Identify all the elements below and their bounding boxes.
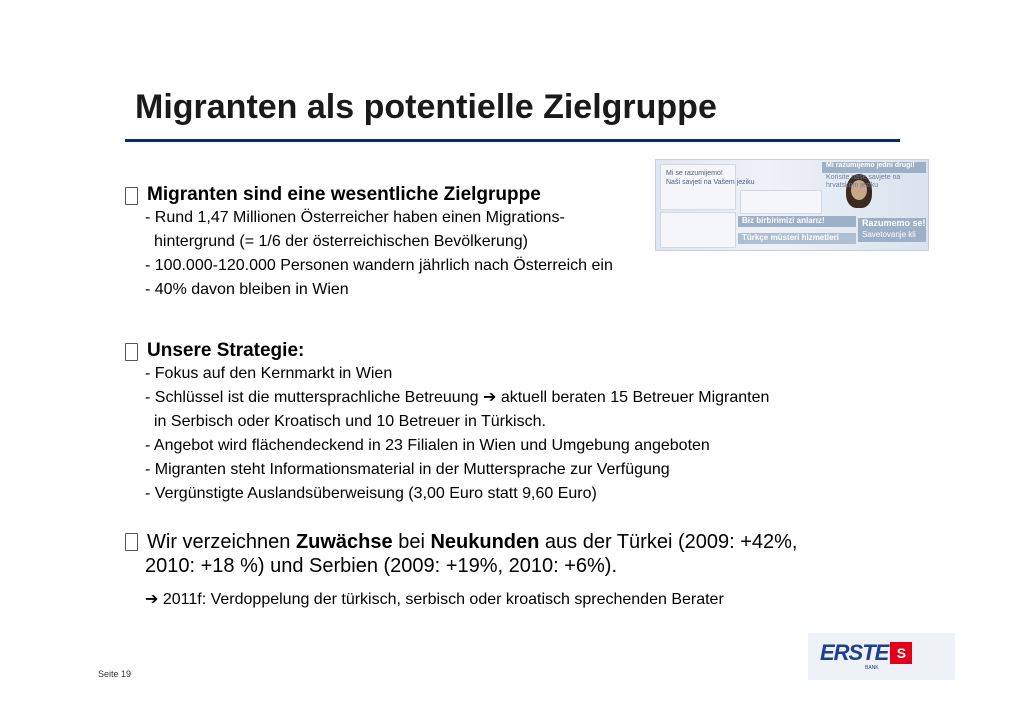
logo-subtext: BANK bbox=[865, 665, 879, 671]
title-divider bbox=[125, 139, 900, 142]
collage-text: Mi se razumijemo! bbox=[666, 170, 723, 177]
list-item: - 100.000-120.000 Personen wandern jährlich nach Österreich ein bbox=[145, 257, 613, 274]
section-growth bbox=[125, 530, 797, 612]
arrow-right-icon: ➔ bbox=[145, 591, 159, 608]
section-strategy bbox=[125, 340, 769, 506]
growth-text-part: Wir verzeichnen bbox=[147, 531, 296, 553]
logo-wordmark: ERSTE bbox=[820, 640, 889, 665]
growth-bold-text: Zuwächse bbox=[295, 531, 393, 553]
list-item: - Fokus auf den Kernmarkt in Wien bbox=[145, 365, 393, 382]
page-number: Seite 19 bbox=[98, 669, 132, 679]
growth-text-part: aus der Türkei (2009: +42%, bbox=[539, 531, 798, 553]
growth-text-line: 2010: +18 %) und Serbien (2009: +19%, 2010: +6%). bbox=[145, 555, 618, 577]
list-item: - Migranten steht Informationsmaterial in der Muttersprache zur Verfügung bbox=[145, 461, 670, 478]
section-heading: Migranten sind eine wesentliche Zielgruppe bbox=[147, 184, 541, 205]
advertisement-collage-image bbox=[655, 159, 929, 251]
list-item: - Angebot wird flächendeckend in 23 Filialen in Wien und Umgebung angeboten bbox=[145, 437, 710, 454]
list-item: - 40% davon bleiben in Wien bbox=[145, 281, 349, 298]
list-item-text: - Schlüssel ist die muttersprachliche Betreuung bbox=[145, 389, 479, 406]
list-item: - Rund 1,47 Millionen Österreicher haben einen Migrations- bbox=[145, 209, 565, 226]
list-item: hintergrund (= 1/6 der österreichischen Bevölkerung) bbox=[154, 233, 528, 250]
collage-text: hrvatskom jeziku bbox=[826, 182, 879, 189]
section-target-group bbox=[125, 184, 613, 302]
bullet-square-icon bbox=[125, 533, 138, 551]
bullet-heading bbox=[125, 340, 769, 362]
forecast-note-text: 2011f: Verdoppelung der türkisch, serbisch oder kroatisch sprechenden Berater bbox=[162, 591, 724, 608]
growth-text-part: bei bbox=[392, 531, 431, 553]
page-title: Migranten als potentielle Zielgruppe bbox=[135, 88, 717, 126]
sparkasse-s-icon: S bbox=[890, 642, 912, 664]
collage-text: Naši savjeti na Vašem jeziku bbox=[666, 179, 755, 186]
list-item: - Vergünstigte Auslandsüberweisung (3,00 Euro statt 9,60 Euro) bbox=[145, 485, 597, 502]
section-heading: Unsere Strategie: bbox=[147, 340, 305, 361]
growth-text bbox=[147, 530, 797, 554]
collage-text: Savetovanje kli bbox=[862, 230, 916, 239]
list-item: in Serbisch oder Kroatisch und 10 Betreuer in Türkisch. bbox=[154, 413, 546, 430]
collage-text: Biz birbirimizi anlarız! bbox=[742, 216, 825, 225]
bullet-square-icon bbox=[125, 343, 138, 361]
collage-text: Razumemo se! bbox=[862, 218, 926, 228]
erste-bank-logo bbox=[820, 642, 912, 664]
collage-text: Korisite naše savjete na bbox=[826, 174, 901, 181]
collage-panel bbox=[660, 212, 736, 248]
collage-text: Türkçe müsteri hizmetleri bbox=[742, 233, 839, 242]
bullet-square-icon bbox=[125, 187, 138, 205]
collage-panel bbox=[740, 190, 822, 214]
bullet-paragraph bbox=[125, 530, 797, 554]
arrow-right-icon: ➔ bbox=[482, 389, 497, 406]
growth-bold-text: Neukunden bbox=[430, 531, 540, 553]
list-item bbox=[145, 386, 769, 410]
bullet-heading bbox=[125, 184, 613, 206]
forecast-note bbox=[145, 588, 797, 612]
collage-text: Mi razumijemo jedni drugi! bbox=[826, 162, 915, 169]
list-item-text: aktuell beraten 15 Betreuer Migranten bbox=[500, 389, 770, 406]
